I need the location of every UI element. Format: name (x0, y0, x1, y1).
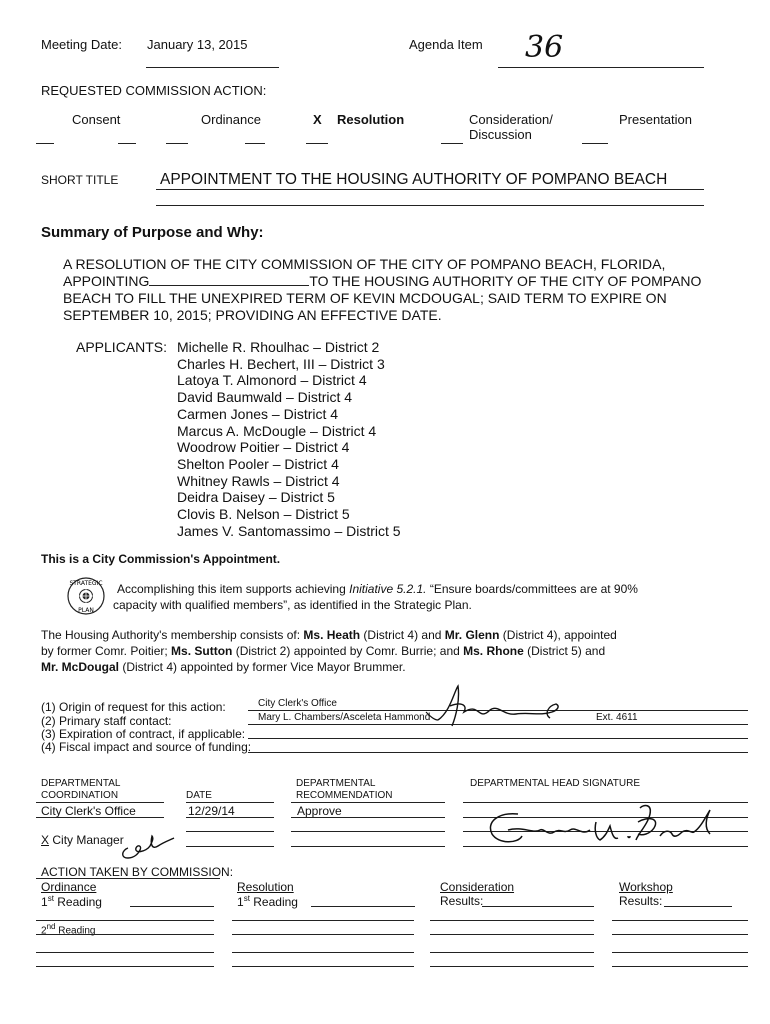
ordinance-first-reading: 1st Reading (41, 894, 102, 909)
option-resolution: Resolution (337, 112, 405, 127)
coord-value: City Clerk's Office (41, 804, 136, 818)
resolution-line-1: A RESOLUTION OF THE CITY COMMISSION OF THE CITY OF POMPANO BEACH, FLORIDA, (63, 256, 666, 272)
resolution-line-3: BEACH TO FILL THE UNEXPIRED TERM OF KEVIN MCDOUGAL; SAID TERM TO EXPIRE ON (63, 290, 667, 306)
option-consideration: Consideration/ (469, 112, 553, 127)
strategic-line-2: capacity with qualified members”, as identified in the Strategic Plan. (113, 598, 472, 612)
applicant-item: Carmen Jones – District 4 (177, 405, 339, 422)
applicant-item: James V. Santomassimo – District 5 (177, 522, 401, 539)
applicant-item: Woodrow Poitier – District 4 (177, 439, 350, 456)
option-discussion: Discussion (469, 127, 532, 142)
applicant-item: Charles H. Bechert, III – District 3 (177, 355, 385, 372)
applicant-item: David Baumwald – District 4 (177, 389, 353, 406)
resolution-line-2: APPOINTING TO THE HOUSING AUTHORITY OF THE CITY OF POMPANO (63, 273, 702, 289)
origin-row-2-value: Mary L. Chambers/Asceleta Hammond (258, 712, 431, 723)
rec-label-1: DEPARTMENTAL (296, 778, 376, 789)
consideration-results-label: Results: (440, 894, 484, 908)
membership-line-2: by former Comr. Poitier; Ms. Sutton (District 2) appointed by Comr. Burrie; and Ms. Rhone (District 5) and (41, 644, 606, 658)
origin-row-3-label: (3) Expiration of contract, if applicable: (41, 727, 246, 741)
origin-row-4-label: (4) Fiscal impact and source of funding: (41, 740, 252, 754)
requested-action-label: REQUESTED COMMISSION ACTION: (41, 83, 267, 98)
applicant-item: Whitney Rawls – District 4 (177, 472, 340, 489)
agenda-item-label: Agenda Item (409, 37, 483, 52)
meeting-date-value: January 13, 2015 (147, 37, 248, 52)
ordinance-heading: Ordinance (41, 880, 97, 894)
origin-row-2-label: (2) Primary staff contact: (41, 714, 172, 728)
short-title-label: SHORT TITLE (41, 173, 119, 187)
rec-label-2: RECOMMENDATION (296, 790, 393, 801)
second-reading-label: 2nd Reading (41, 922, 96, 937)
rec-value: Approve (297, 804, 342, 818)
membership-line-1: The Housing Authority's membership consists of: Ms. Heath (District 4) and Mr. Glenn (District 4), appointed (41, 628, 617, 642)
option-presentation: Presentation (619, 112, 692, 127)
city-manager-row: X City Manager (41, 833, 124, 847)
origin-row-1-value: City Clerk's Office (258, 698, 337, 709)
strategic-plan-seal-icon (66, 576, 106, 616)
applicant-item: Shelton Pooler – District 4 (177, 455, 339, 472)
department-head-signature (478, 800, 718, 856)
summary-heading: Summary of Purpose and Why: (41, 224, 264, 241)
applicants-label: APPLICANTS: (76, 339, 168, 355)
resolution-line-4: SEPTEMBER 10, 2015; PROVIDING AN EFFECTIVE DATE. (63, 307, 442, 323)
strategic-line-1: Accomplishing this item supports achieving Initiative 5.2.1. “Ensure boards/committees are at 90% (117, 582, 638, 596)
applicants-list (177, 339, 401, 539)
resolution-x-mark: X (313, 112, 322, 127)
option-consent: Consent (72, 112, 121, 127)
resolution-first-reading: 1st Reading (237, 894, 298, 909)
appointment-note: This is a City Commission's Appointment. (41, 552, 281, 566)
workshop-results-label: Results: (619, 894, 663, 908)
staff-signature (420, 682, 580, 732)
seal-bottom-text: PLAN (78, 607, 94, 614)
coord-label-2: COORDINATION (41, 790, 119, 801)
coord-label-1: DEPARTMENTAL (41, 778, 121, 789)
city-manager-initials (112, 828, 182, 862)
ext-number: Ext. 4611 (596, 712, 638, 723)
action-taken-label: ACTION TAKEN BY COMMISSION: (41, 865, 234, 879)
applicant-item: Latoya T. Almonord – District 4 (177, 372, 367, 389)
workshop-heading: Workshop (619, 880, 673, 894)
origin-row-1-label: (1) Origin of request for this action: (41, 700, 226, 714)
seal-top-text: STRATEGIC (69, 580, 103, 587)
agenda-item-number: 36 (525, 30, 564, 65)
applicant-item: Marcus A. McDougle – District 4 (177, 422, 377, 439)
applicant-item: Deidra Daisey – District 5 (177, 489, 335, 506)
applicant-item: Michelle R. Rhoulhac – District 2 (177, 339, 380, 355)
resolution-heading: Resolution (237, 880, 294, 894)
meeting-date-label: Meeting Date: (41, 37, 122, 52)
date-label: DATE (186, 790, 212, 801)
initiative-ref: Initiative 5.2.1. (349, 582, 427, 596)
applicant-item: Clovis B. Nelson – District 5 (177, 506, 350, 523)
consideration-heading: Consideration (440, 880, 515, 894)
date-value: 12/29/14 (188, 804, 235, 818)
option-ordinance: Ordinance (201, 112, 261, 127)
head-signature-label: DEPARTMENTAL HEAD SIGNATURE (470, 778, 641, 789)
membership-line-3: Mr. McDougal (District 4) appointed by former Vice Mayor Brummer. (41, 660, 406, 674)
short-title-value: APPOINTMENT TO THE HOUSING AUTHORITY OF POMPANO BEACH (160, 171, 668, 188)
